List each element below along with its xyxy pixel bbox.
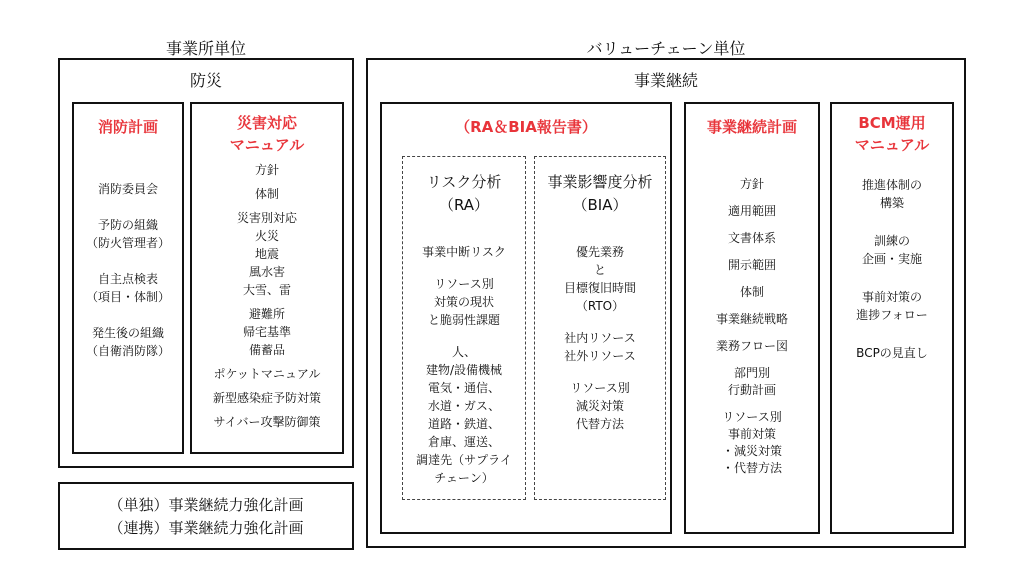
item-group — [535, 243, 665, 315]
list-item: 優先業務 — [575, 245, 624, 259]
item-group — [192, 389, 342, 407]
item-group — [686, 311, 818, 328]
item-group — [403, 243, 525, 261]
item-group — [535, 379, 665, 433]
list-item: ・代替方法 — [721, 461, 782, 475]
item-group — [686, 409, 818, 477]
item-group — [686, 284, 818, 301]
item-group — [686, 338, 818, 355]
item-group — [686, 230, 818, 247]
item-group — [192, 161, 342, 179]
item-group — [403, 275, 525, 329]
list-item: （防火管理者） — [85, 236, 170, 250]
list-item: ・減災対策 — [721, 444, 782, 458]
list-item: （自衛消防隊） — [85, 344, 170, 358]
bia-title-line1: 事業影響度分析 — [547, 173, 653, 191]
list-item: と脆弱性課題 — [427, 313, 500, 327]
list-item: 業務フロー図 — [715, 339, 788, 353]
bia-item-list — [535, 243, 665, 433]
list-item: 社外リソース — [564, 349, 636, 363]
item-group — [74, 324, 182, 360]
list-item: 水道・ガス、 — [427, 399, 501, 413]
ra-item-list — [403, 243, 525, 487]
list-item: リソース別 — [570, 381, 630, 395]
list-item: 人、 — [451, 345, 476, 359]
keizoku-keikaku-box — [684, 102, 820, 534]
list-item: ポケットマニュアル — [213, 367, 321, 381]
item-group — [832, 288, 952, 324]
list-item: 建物/設備機械 — [425, 363, 503, 377]
list-item: 消防委員会 — [97, 182, 158, 196]
list-item: 構築 — [879, 196, 904, 210]
list-item: 進捗フォロー — [856, 308, 928, 322]
keizoku-keikaku-title: 事業継続計画 — [706, 118, 797, 136]
saigai-manual-title-line2: マニュアル — [229, 136, 305, 154]
list-item: 適用範囲 — [727, 204, 776, 218]
item-group — [192, 185, 342, 203]
bcm-item-list — [832, 176, 952, 362]
list-item: （RTO） — [575, 299, 625, 313]
ra-bia-report-title: （RA＆BIA報告書） — [455, 118, 597, 136]
jigyou-keizoku-title: 事業継続 — [633, 71, 698, 90]
list-item: 体制 — [254, 187, 279, 201]
list-item: 事前対策の — [861, 290, 922, 304]
list-item: 目標復旧時間 — [563, 281, 636, 295]
bia-box — [534, 156, 666, 500]
list-item: 新型感染症予防対策 — [212, 391, 321, 405]
keizokuryoku-box — [58, 482, 354, 550]
list-item: 推進体制の — [861, 178, 922, 192]
list-item: 予防の組織 — [97, 218, 158, 232]
list-item: 帰宅基準 — [242, 325, 291, 339]
item-group — [74, 216, 182, 252]
item-group — [403, 343, 525, 487]
bia-title-line2: （BIA） — [572, 196, 628, 214]
list-item: 大雪、雷 — [242, 283, 291, 297]
label-value-chain-tani: バリューチェーン単位 — [586, 39, 746, 58]
shoubou-item-list — [74, 180, 182, 360]
list-item: BCPの見直し — [856, 346, 928, 360]
list-item: 減災対策 — [575, 399, 624, 413]
list-item: 避難所 — [248, 307, 285, 321]
shoubou-keikaku-title: 消防計画 — [97, 118, 158, 136]
list-item: 部門別 — [733, 366, 770, 380]
renkei-keikaku: （連携）事業継続力強化計画 — [108, 519, 304, 537]
bousai-title: 防災 — [189, 71, 222, 90]
list-item: 開示範囲 — [727, 258, 776, 272]
list-item: 方針 — [739, 177, 764, 191]
jigyou-keizoku-box — [366, 58, 966, 548]
list-item: 発生後の組織 — [91, 326, 164, 340]
list-item: 代替方法 — [575, 417, 624, 431]
item-group — [192, 305, 342, 359]
item-group — [192, 209, 342, 299]
bousai-box — [58, 58, 354, 468]
list-item: （項目・体制） — [85, 290, 170, 304]
list-item: 企画・実施 — [861, 252, 922, 266]
list-item: 火災 — [254, 229, 279, 243]
shoubou-keikaku-box — [72, 102, 184, 454]
list-item: 風水害 — [248, 265, 285, 279]
list-item: 災害別対応 — [236, 211, 297, 225]
ra-title-line2: （RA） — [438, 196, 490, 214]
bcm-manual-box — [830, 102, 954, 534]
saigai-manual-title-line1: 災害対応 — [236, 114, 297, 132]
item-group — [686, 365, 818, 399]
list-item: リソース別 — [722, 410, 782, 424]
item-group — [832, 232, 952, 268]
list-item: 対策の現状 — [433, 295, 494, 309]
list-item: 道路・鉄道、 — [427, 417, 500, 431]
list-item: 電気・通信、 — [427, 381, 500, 395]
list-item: 地震 — [254, 247, 279, 261]
item-group — [74, 180, 182, 198]
list-item: 行動計画 — [727, 383, 776, 397]
label-jigyousho-tani: 事業所単位 — [165, 39, 246, 58]
item-group — [832, 344, 952, 362]
list-item: 事前対策 — [727, 427, 776, 441]
list-item: と — [593, 263, 606, 277]
item-group — [192, 413, 342, 431]
list-item: リソース別 — [434, 277, 494, 291]
list-item: 体制 — [739, 285, 764, 299]
item-group — [686, 176, 818, 193]
bcm-manual-title-line1: BCM運用 — [858, 114, 926, 132]
list-item: 文書体系 — [727, 231, 776, 245]
list-item: 自主点検表 — [97, 272, 158, 286]
item-group — [535, 329, 665, 365]
list-item: 事業継続戦略 — [715, 312, 788, 326]
item-group — [686, 203, 818, 220]
ra-bia-report-box — [380, 102, 672, 534]
item-group — [686, 257, 818, 274]
item-group — [74, 270, 182, 306]
list-item: 事業中断リスク — [422, 245, 506, 259]
saigai-manual-box — [190, 102, 344, 454]
bcm-manual-title-line2: マニュアル — [854, 136, 930, 154]
list-item: サイバー攻撃防御策 — [213, 415, 321, 429]
list-item: チェーン） — [434, 471, 494, 485]
list-item: 倉庫、運送、 — [427, 435, 500, 449]
list-item: 調達先（サプライ — [416, 453, 512, 467]
item-group — [832, 176, 952, 212]
list-item: 社内リソース — [564, 331, 636, 345]
item-group — [192, 365, 342, 383]
tandoku-keikaku: （単独）事業継続力強化計画 — [108, 496, 304, 514]
list-item: 備蓄品 — [248, 343, 285, 357]
ra-box — [402, 156, 526, 500]
saigai-item-list — [192, 161, 342, 431]
keikaku-item-list — [686, 176, 818, 477]
list-item: 訓練の — [873, 234, 910, 248]
ra-title-line1: リスク分析 — [426, 173, 502, 191]
list-item: 方針 — [254, 163, 279, 177]
